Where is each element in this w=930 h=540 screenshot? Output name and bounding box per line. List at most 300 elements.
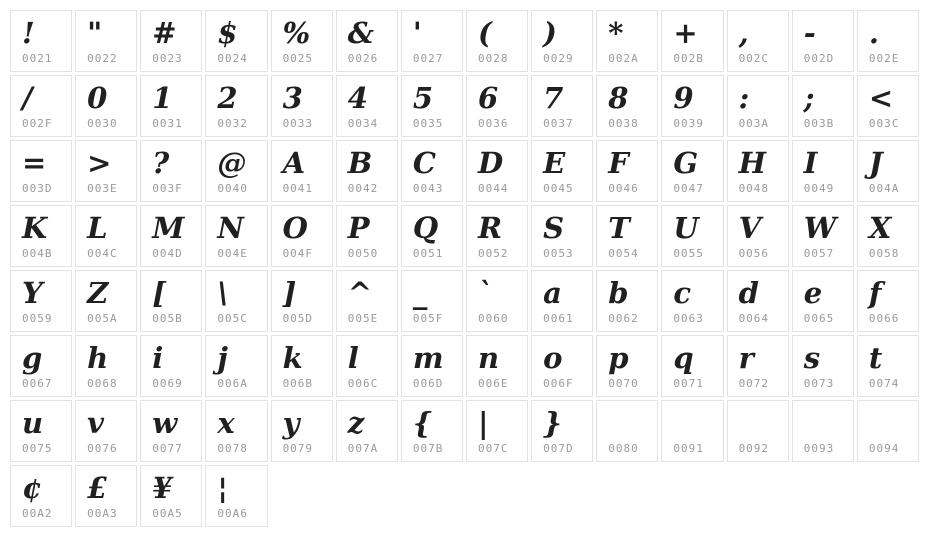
glyph-char: H <box>738 145 766 180</box>
glyph-code: 002A <box>608 52 639 65</box>
glyph-code: 00A2 <box>22 507 53 520</box>
glyph-code: 0093 <box>803 442 835 455</box>
glyph-char: G <box>673 145 699 180</box>
glyph-char: } <box>543 405 562 440</box>
glyph-code: 0049 <box>803 182 835 195</box>
glyph-char: I <box>803 145 818 180</box>
glyph-code: 0032 <box>217 117 248 130</box>
glyph-char: 2 <box>217 80 238 115</box>
glyph-cell <box>10 335 72 397</box>
glyph-cell <box>336 10 398 72</box>
glyph-code: 0072 <box>738 377 770 390</box>
glyph-code: 0074 <box>868 377 900 390</box>
glyph-cell <box>271 10 333 72</box>
glyph-cell <box>75 465 137 527</box>
glyph-cell <box>727 75 789 137</box>
glyph-cell <box>531 205 593 267</box>
glyph-cell <box>75 75 137 137</box>
glyph-cell <box>401 75 463 137</box>
glyph-code: 0031 <box>152 117 183 130</box>
glyph-code: 007C <box>477 442 509 455</box>
glyph-cell <box>792 335 854 397</box>
glyph-code: 007A <box>347 442 379 455</box>
glyph-code: 0026 <box>347 52 379 65</box>
glyph-code: 0073 <box>803 377 835 390</box>
glyph-char: " <box>87 15 103 50</box>
glyph-cell <box>857 10 919 72</box>
glyph-code: 0061 <box>543 312 574 325</box>
glyph-char: # <box>152 15 177 50</box>
glyph-char: c <box>673 275 692 310</box>
glyph-code: 0050 <box>347 247 379 260</box>
glyph-cell <box>336 270 398 332</box>
glyph-cell <box>596 10 658 72</box>
glyph-code: 0051 <box>412 247 444 260</box>
glyph-code: 0024 <box>217 52 248 65</box>
glyph-code: 0065 <box>803 312 835 325</box>
glyph-char: 9 <box>673 80 694 115</box>
glyph-cell <box>792 400 854 462</box>
glyph-char: ¦ <box>217 470 228 505</box>
glyph-cell <box>205 270 267 332</box>
glyph-code: 005C <box>217 312 248 325</box>
glyph-char: . <box>868 15 879 50</box>
glyph-code: 005E <box>347 312 379 325</box>
glyph-cell <box>205 205 267 267</box>
glyph-cell <box>10 10 72 72</box>
glyph-char: ; <box>803 80 815 115</box>
glyph-cell <box>466 10 528 72</box>
glyph-char: / <box>22 80 33 115</box>
glyph-char: , <box>738 15 749 50</box>
glyph-char: S <box>543 210 565 245</box>
glyph-char: X <box>868 210 892 245</box>
glyph-code: 0092 <box>738 442 770 455</box>
glyph-cell <box>661 205 723 267</box>
glyph-code: 0059 <box>22 312 53 325</box>
glyph-code: 002C <box>738 52 770 65</box>
glyph-char: 7 <box>543 80 564 115</box>
glyph-code: 0035 <box>412 117 444 130</box>
glyph-cell <box>792 140 854 202</box>
glyph-char: 4 <box>347 80 368 115</box>
glyph-char: 8 <box>608 80 629 115</box>
glyph-char: d <box>738 275 759 310</box>
glyph-cell <box>75 400 137 462</box>
glyph-char: t <box>868 340 883 375</box>
glyph-code: 005A <box>87 312 118 325</box>
glyph-char: F <box>608 145 629 180</box>
glyph-char: h <box>87 340 109 375</box>
glyph-cell <box>140 205 202 267</box>
glyph-cell <box>531 270 593 332</box>
glyph-cell <box>792 205 854 267</box>
glyph-code: 006E <box>477 377 509 390</box>
glyph-char: k <box>282 340 303 375</box>
glyph-cell <box>661 400 723 462</box>
glyph-code: 005F <box>412 312 444 325</box>
glyph-char: \ <box>217 275 229 310</box>
glyph-cell <box>531 75 593 137</box>
glyph-cell <box>75 335 137 397</box>
glyph-cell <box>401 335 463 397</box>
glyph-cell <box>205 10 267 72</box>
glyph-cell <box>75 205 137 267</box>
glyph-code: 002F <box>22 117 53 130</box>
glyph-cell <box>271 400 333 462</box>
glyph-cell <box>75 10 137 72</box>
glyph-code: 0056 <box>738 247 770 260</box>
glyph-code: 004E <box>217 247 248 260</box>
glyph-cell <box>205 75 267 137</box>
glyph-cell <box>336 400 398 462</box>
glyph-code: 0040 <box>217 182 248 195</box>
glyph-code: 0036 <box>477 117 509 130</box>
glyph-code: 0058 <box>868 247 900 260</box>
glyph-char: ' <box>412 15 422 50</box>
glyph-cell <box>596 335 658 397</box>
glyph-cell <box>727 400 789 462</box>
glyph-char: u <box>22 405 44 440</box>
glyph-cell <box>10 75 72 137</box>
glyph-code: 0076 <box>87 442 118 455</box>
glyph-code: 0033 <box>282 117 314 130</box>
glyph-code: 006C <box>347 377 379 390</box>
glyph-code: 005D <box>282 312 314 325</box>
glyph-char: - <box>803 15 816 50</box>
glyph-char: [ <box>152 275 167 310</box>
glyph-code: 0027 <box>412 52 444 65</box>
glyph-code: 003C <box>868 117 900 130</box>
glyph-char: ¢ <box>22 470 43 505</box>
glyph-code: 006D <box>412 377 444 390</box>
glyph-code: 0047 <box>673 182 704 195</box>
glyph-cell <box>140 10 202 72</box>
glyph-code: 0066 <box>868 312 900 325</box>
glyph-char: : <box>738 80 750 115</box>
glyph-cell <box>140 335 202 397</box>
glyph-char: 5 <box>412 80 434 115</box>
glyph-code: 0075 <box>22 442 53 455</box>
glyph-cell <box>857 75 919 137</box>
glyph-char: y <box>282 405 300 440</box>
glyph-char: E <box>543 145 566 180</box>
glyph-code: 002B <box>673 52 704 65</box>
glyph-char: 3 <box>282 80 303 115</box>
glyph-code: 003A <box>738 117 770 130</box>
glyph-code: 0045 <box>543 182 574 195</box>
glyph-code: 0070 <box>608 377 639 390</box>
glyph-cell <box>140 400 202 462</box>
glyph-code: 002D <box>803 52 835 65</box>
glyph-char: & <box>347 15 374 50</box>
glyph-cell <box>661 140 723 202</box>
glyph-code: 004F <box>282 247 314 260</box>
glyph-char: m <box>412 340 444 375</box>
glyph-char: z <box>347 405 365 440</box>
glyph-cell <box>466 75 528 137</box>
glyph-char: | <box>477 405 489 440</box>
glyph-code: 0079 <box>282 442 314 455</box>
glyph-cell <box>661 10 723 72</box>
glyph-cell <box>271 270 333 332</box>
glyph-code: 002E <box>868 52 900 65</box>
glyph-char: W <box>803 210 837 245</box>
glyph-code: 0068 <box>87 377 118 390</box>
glyph-char: Y <box>22 275 43 310</box>
glyph-char: ] <box>282 275 297 310</box>
glyph-char: 0 <box>87 80 108 115</box>
glyph-char: g <box>22 340 43 375</box>
glyph-cell <box>10 400 72 462</box>
glyph-code: 0042 <box>347 182 379 195</box>
glyph-code: 003D <box>22 182 53 195</box>
glyph-char: K <box>22 210 48 245</box>
glyph-code: 0041 <box>282 182 314 195</box>
glyph-char: a <box>543 275 562 310</box>
glyph-cell <box>596 270 658 332</box>
glyph-cell <box>401 270 463 332</box>
glyph-char: ! <box>22 15 35 50</box>
glyph-cell <box>661 335 723 397</box>
glyph-char: P <box>347 210 370 245</box>
glyph-cell <box>401 400 463 462</box>
glyph-cell <box>336 335 398 397</box>
glyph-code: 0046 <box>608 182 639 195</box>
glyph-code: 0062 <box>608 312 639 325</box>
glyph-char: T <box>608 210 630 245</box>
glyph-char: R <box>477 210 503 245</box>
glyph-code: 003B <box>803 117 835 130</box>
glyph-cell <box>271 205 333 267</box>
glyph-cell <box>596 75 658 137</box>
glyph-code: 006F <box>543 377 574 390</box>
glyph-char: 6 <box>477 80 499 115</box>
glyph-code: 0048 <box>738 182 770 195</box>
glyph-cell <box>727 10 789 72</box>
glyph-char: { <box>412 405 432 440</box>
glyph-char: V <box>738 210 762 245</box>
glyph-char: @ <box>217 145 247 180</box>
glyph-code: 0069 <box>152 377 183 390</box>
glyph-code: 0029 <box>543 52 574 65</box>
glyph-char: A <box>282 145 306 180</box>
glyph-cell <box>531 10 593 72</box>
glyph-code: 0060 <box>477 312 509 325</box>
glyph-code: 0028 <box>477 52 509 65</box>
glyph-cell <box>336 140 398 202</box>
glyph-cell <box>10 140 72 202</box>
glyph-cell <box>205 400 267 462</box>
glyph-code: 0055 <box>673 247 704 260</box>
glyph-char: < <box>868 80 894 115</box>
glyph-cell <box>336 75 398 137</box>
glyph-code: 0067 <box>22 377 53 390</box>
glyph-code: 0057 <box>803 247 835 260</box>
glyph-cell <box>596 140 658 202</box>
glyph-cell <box>140 75 202 137</box>
glyph-char: 1 <box>152 80 173 115</box>
glyph-char: M <box>152 210 185 245</box>
glyph-char: f <box>868 275 882 310</box>
glyph-char: p <box>608 340 629 375</box>
glyph-char: o <box>543 340 563 375</box>
glyph-char: ? <box>152 145 170 180</box>
glyph-char: + <box>673 15 698 50</box>
glyph-char: e <box>803 275 823 310</box>
glyph-char: % <box>282 15 311 50</box>
glyph-code: 0022 <box>87 52 118 65</box>
glyph-char: j <box>217 340 228 375</box>
glyph-code: 0054 <box>608 247 639 260</box>
glyph-code: 0043 <box>412 182 444 195</box>
glyph-char: * <box>608 15 624 50</box>
glyph-code: 00A3 <box>87 507 118 520</box>
glyph-char: O <box>282 210 308 245</box>
glyph-char: ( <box>477 15 492 50</box>
glyph-code: 0094 <box>868 442 900 455</box>
glyph-cell <box>140 140 202 202</box>
glyph-code: 005B <box>152 312 183 325</box>
glyph-char: $ <box>217 15 238 50</box>
glyph-code: 0039 <box>673 117 704 130</box>
glyph-code: 0053 <box>543 247 574 260</box>
glyph-char: l <box>347 340 359 375</box>
glyph-code: 0091 <box>673 442 704 455</box>
glyph-cell <box>792 75 854 137</box>
glyph-cell <box>531 140 593 202</box>
glyph-cell <box>466 140 528 202</box>
glyph-code: 0021 <box>22 52 53 65</box>
glyph-code: 007B <box>412 442 444 455</box>
glyph-code: 00A5 <box>152 507 183 520</box>
glyph-cell <box>401 140 463 202</box>
glyph-cell <box>271 75 333 137</box>
glyph-cell <box>792 10 854 72</box>
glyph-code: 0064 <box>738 312 770 325</box>
glyph-cell <box>466 335 528 397</box>
glyph-char: ) <box>543 15 557 50</box>
glyph-char: v <box>87 405 104 440</box>
glyph-code: 0063 <box>673 312 704 325</box>
glyph-code: 00A6 <box>217 507 248 520</box>
glyph-char: J <box>868 145 883 180</box>
glyph-cell <box>205 335 267 397</box>
glyph-char: Z <box>87 275 109 310</box>
glyph-char: x <box>217 405 235 440</box>
glyph-cell <box>857 270 919 332</box>
glyph-code: 0044 <box>477 182 509 195</box>
glyph-cell <box>75 140 137 202</box>
glyph-code: 006B <box>282 377 314 390</box>
glyph-cell <box>727 205 789 267</box>
glyph-code: 007D <box>543 442 574 455</box>
glyph-char: s <box>803 340 821 375</box>
glyph-cell <box>466 270 528 332</box>
glyph-char: > <box>87 145 112 180</box>
glyph-cell <box>271 335 333 397</box>
glyph-char: _ <box>412 275 428 310</box>
glyph-grid <box>10 10 919 527</box>
glyph-char: Q <box>412 210 439 245</box>
glyph-cell <box>661 270 723 332</box>
glyph-code: 0030 <box>87 117 118 130</box>
glyph-code: 0080 <box>608 442 639 455</box>
glyph-char: q <box>673 340 694 375</box>
glyph-cell <box>792 270 854 332</box>
glyph-cell <box>10 205 72 267</box>
glyph-code: 0023 <box>152 52 183 65</box>
glyph-code: 0038 <box>608 117 639 130</box>
glyph-char: r <box>738 340 754 375</box>
glyph-cell <box>140 465 202 527</box>
glyph-char: L <box>87 210 108 245</box>
glyph-cell <box>857 400 919 462</box>
glyph-char: b <box>608 275 629 310</box>
glyph-cell <box>75 270 137 332</box>
glyph-code: 004C <box>87 247 118 260</box>
glyph-code: 003F <box>152 182 183 195</box>
glyph-cell <box>205 465 267 527</box>
glyph-char: N <box>217 210 244 245</box>
glyph-code: 004A <box>868 182 900 195</box>
glyph-cell <box>596 205 658 267</box>
glyph-char: U <box>673 210 699 245</box>
glyph-char: ` <box>477 275 493 310</box>
glyph-char: ¥ <box>152 470 173 505</box>
glyph-code: 0078 <box>217 442 248 455</box>
glyph-code: 0034 <box>347 117 379 130</box>
glyph-char: i <box>152 340 164 375</box>
glyph-char: B <box>347 145 373 180</box>
glyph-char: n <box>477 340 500 375</box>
glyph-code: 0077 <box>152 442 183 455</box>
glyph-cell <box>661 75 723 137</box>
glyph-cell <box>10 270 72 332</box>
glyph-code: 0025 <box>282 52 314 65</box>
glyph-cell <box>10 465 72 527</box>
glyph-char: w <box>152 405 178 440</box>
glyph-cell <box>466 205 528 267</box>
glyph-cell <box>857 335 919 397</box>
glyph-code: 0037 <box>543 117 574 130</box>
glyph-char: £ <box>87 470 108 505</box>
glyph-cell <box>205 140 267 202</box>
glyph-cell <box>401 10 463 72</box>
glyph-code: 006A <box>217 377 248 390</box>
glyph-cell <box>727 270 789 332</box>
glyph-cell <box>336 205 398 267</box>
glyph-code: 003E <box>87 182 118 195</box>
glyph-cell <box>271 140 333 202</box>
glyph-cell <box>531 400 593 462</box>
glyph-cell <box>531 335 593 397</box>
glyph-code: 004B <box>22 247 53 260</box>
glyph-cell <box>140 270 202 332</box>
glyph-char: D <box>477 145 504 180</box>
glyph-cell <box>596 400 658 462</box>
glyph-cell <box>401 205 463 267</box>
glyph-char: ^ <box>347 275 373 310</box>
glyph-cell <box>857 140 919 202</box>
glyph-char: = <box>22 145 47 180</box>
glyph-char: C <box>412 145 436 180</box>
glyph-cell <box>857 205 919 267</box>
glyph-cell <box>727 335 789 397</box>
glyph-code: 0071 <box>673 377 704 390</box>
glyph-cell <box>466 400 528 462</box>
glyph-code: 0052 <box>477 247 509 260</box>
